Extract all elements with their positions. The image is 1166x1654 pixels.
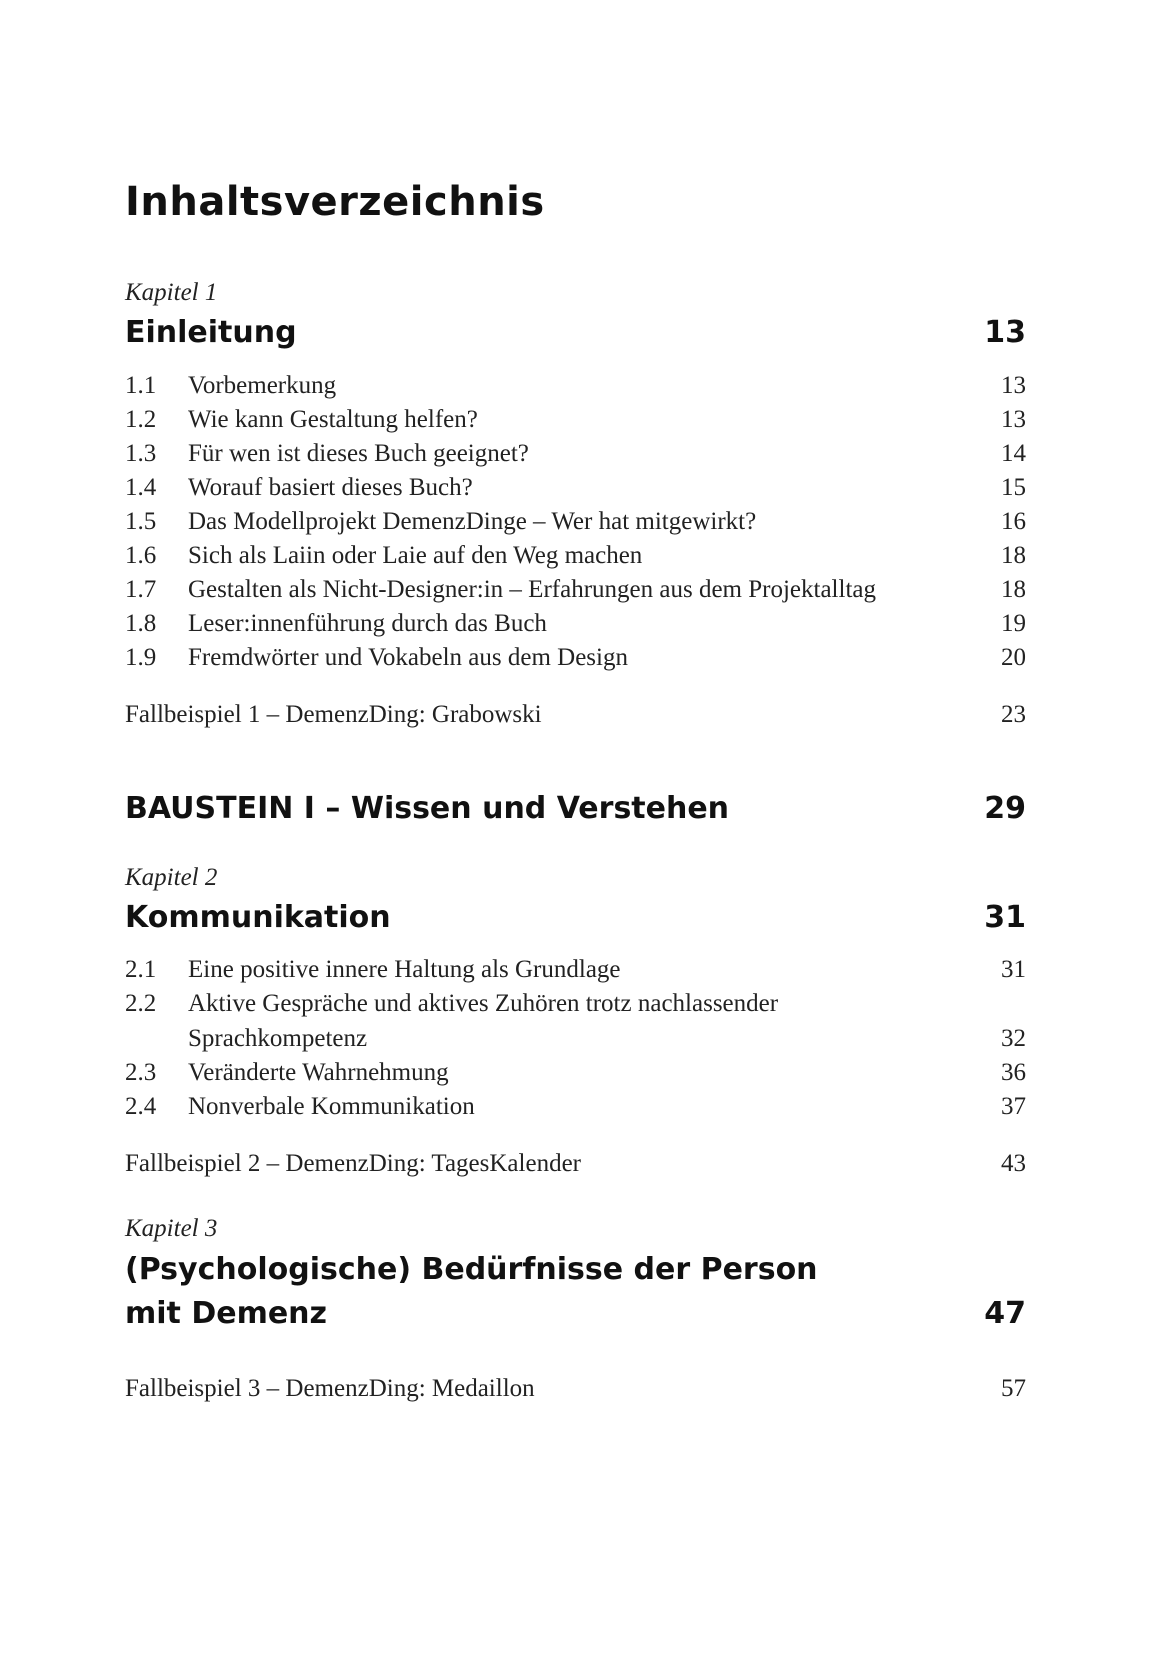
toc-entry-1-1: [125, 368, 1026, 404]
entry-page: 13: [1001, 372, 1026, 399]
entry-number: 1.9: [125, 644, 157, 671]
entry-title: Nonverbale Kommunikation: [188, 1093, 475, 1120]
entry-title: Fremdwörter und Vokabeln aus dem Design: [188, 644, 628, 671]
entry-number: 2.1: [125, 956, 157, 983]
toc-entry-1-4: [125, 470, 1026, 506]
case-study-1: [125, 697, 1026, 733]
chapter-2-page: 31: [984, 900, 1026, 935]
chapter-1-page: 13: [984, 315, 1026, 350]
entry-page: 18: [1001, 576, 1026, 603]
entry-page: 15: [1001, 474, 1026, 501]
entry-page: 37: [1001, 1093, 1026, 1120]
entry-page: 20: [1001, 644, 1026, 671]
entry-number: 1.2: [125, 406, 157, 433]
toc-entry-1-6: [125, 538, 1026, 574]
case-study-2: [125, 1146, 1026, 1182]
chapter-2-label: Kapitel 2: [125, 864, 218, 891]
entry-title: Sich als Laiin oder Laie auf den Weg machen: [188, 542, 643, 569]
entry-title: Vorbemerkung: [188, 372, 337, 399]
toc-entry-1-5: [125, 504, 1026, 540]
toc-entry-1-8: [125, 606, 1026, 642]
entry-title: Wie kann Gestaltung helfen?: [188, 406, 478, 433]
toc-entry-2-2: [125, 986, 1026, 1022]
entry-number: 1.3: [125, 440, 157, 467]
chapter-2-heading: Kommunikation: [125, 900, 391, 935]
entry-number: 1.4: [125, 474, 157, 501]
case-study-page: 43: [1001, 1150, 1026, 1177]
entry-number: 2.2: [125, 990, 157, 1017]
entry-title: Aktive Gespräche und aktives Zuhören trotz nachlassender: [188, 990, 779, 1017]
entry-number: 1.1: [125, 372, 157, 399]
baustein-heading: BAUSTEIN I – Wissen und Verstehen: [125, 791, 730, 826]
chapter-3-heading-line2: mit Demenz: [125, 1296, 328, 1331]
chapter-3-page: 47: [984, 1296, 1026, 1331]
case-study-title: Fallbeispiel 3 – DemenzDing: Medaillon: [125, 1375, 535, 1402]
entry-number: 1.8: [125, 610, 157, 637]
entry-title: Gestalten als Nicht-Designer:in – Erfahrungen aus dem Projektalltag: [188, 576, 876, 603]
toc-entry-2-3: [125, 1055, 1026, 1091]
toc-entry-2-1: [125, 952, 1026, 988]
entry-page: 31: [1001, 956, 1026, 983]
toc-entry-1-9: [125, 640, 1026, 676]
entry-title: Worauf basiert dieses Buch?: [188, 474, 473, 501]
entry-number: 2.4: [125, 1093, 157, 1120]
entry-page: 13: [1001, 406, 1026, 433]
case-study-title: Fallbeispiel 2 – DemenzDing: TagesKalender: [125, 1150, 581, 1177]
entry-title: Eine positive innere Haltung als Grundlage: [188, 956, 621, 983]
toc-entry-1-2: [125, 402, 1026, 438]
entry-page: 32: [1001, 1025, 1026, 1052]
chapter-3-label: Kapitel 3: [125, 1215, 218, 1242]
entry-title-continued: Sprachkompetenz: [188, 1025, 368, 1052]
entry-page: 18: [1001, 542, 1026, 569]
entry-number: 2.3: [125, 1059, 157, 1086]
toc-entry-2-2-continued: [125, 1021, 1026, 1057]
toc-entry-2-4: [125, 1089, 1026, 1125]
entry-number: 1.7: [125, 576, 157, 603]
case-study-title: Fallbeispiel 1 – DemenzDing: Grabowski: [125, 701, 542, 728]
entry-title: Leser:innenführung durch das Buch: [188, 610, 547, 637]
entry-number: 1.6: [125, 542, 157, 569]
entry-title: Veränderte Wahrnehmung: [188, 1059, 449, 1086]
chapter-3-heading-line1: (Psychologische) Bedürfnisse der Person: [125, 1252, 818, 1287]
entry-page: 14: [1001, 440, 1026, 467]
case-study-page: 23: [1001, 701, 1026, 728]
entry-title: Für wen ist dieses Buch geeignet?: [188, 440, 529, 467]
case-study-3: [125, 1371, 1026, 1407]
chapter-1-label: Kapitel 1: [125, 279, 218, 306]
entry-page: 36: [1001, 1059, 1026, 1086]
entry-number: 1.5: [125, 508, 157, 535]
baustein-page: 29: [984, 791, 1026, 826]
case-study-page: 57: [1001, 1375, 1026, 1402]
entry-page: 16: [1001, 508, 1026, 535]
page-title: Inhaltsverzeichnis: [125, 179, 545, 225]
toc-entry-1-3: [125, 436, 1026, 472]
entry-title: Das Modellprojekt DemenzDinge – Wer hat mitgewirkt?: [188, 508, 757, 535]
toc-entry-1-7: [125, 572, 1026, 608]
entry-page: 19: [1001, 610, 1026, 637]
chapter-1-heading: Einleitung: [125, 315, 297, 350]
